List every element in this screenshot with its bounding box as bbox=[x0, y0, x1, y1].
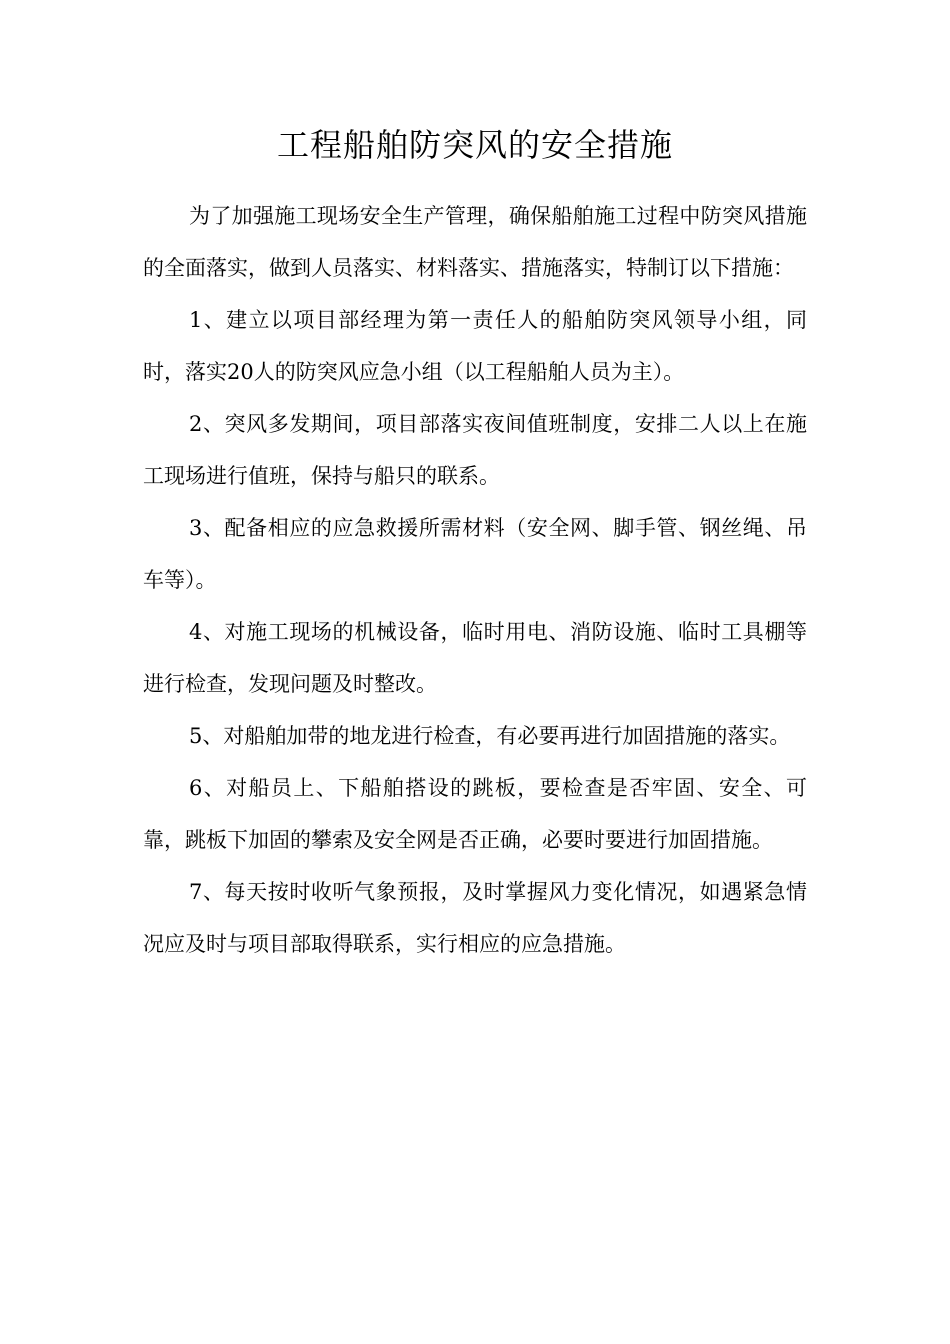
document-body bbox=[143, 190, 807, 970]
paragraph-item-6: 6、对船员上、下船舶搭设的跳板，要检查是否牢固、安全、可靠，跳板下加固的攀索及安全网是否正确，必要时要进行加固措施。 bbox=[143, 776, 807, 852]
paragraph-item-4: 4、对施工现场的机械设备，临时用电、消防设施、临时工具棚等进行检查，发现问题及时整改。 bbox=[143, 620, 807, 696]
paragraph-intro: 为了加强施工现场安全生产管理，确保船舶施工过程中防突风措施的全面落实，做到人员落实、材料落实、措施落实，特制订以下措施： bbox=[143, 204, 807, 280]
paragraph-item-2: 2、突风多发期间，项目部落实夜间值班制度，安排二人以上在施工现场进行值班，保持与船只的联系。 bbox=[143, 412, 807, 488]
paragraph-item-5: 5、对船舶加带的地龙进行检查，有必要再进行加固措施的落实。 bbox=[189, 724, 791, 748]
paragraph-item-3: 3、配备相应的应急救援所需材料（安全网、脚手管、钢丝绳、吊车等）。 bbox=[143, 516, 807, 592]
paragraph-item-7: 7、每天按时收听气象预报，及时掌握风力变化情况，如遇紧急情况应及时与项目部取得联系，实行相应的应急措施。 bbox=[143, 880, 807, 956]
document-title: 工程船舶防突风的安全措施 bbox=[276, 126, 673, 164]
paragraph-item-1: 1、建立以项目部经理为第一责任人的船舶防突风领导小组，同时，落实20人的防突风应急小组（以工程船舶人员为主）。 bbox=[143, 308, 807, 384]
